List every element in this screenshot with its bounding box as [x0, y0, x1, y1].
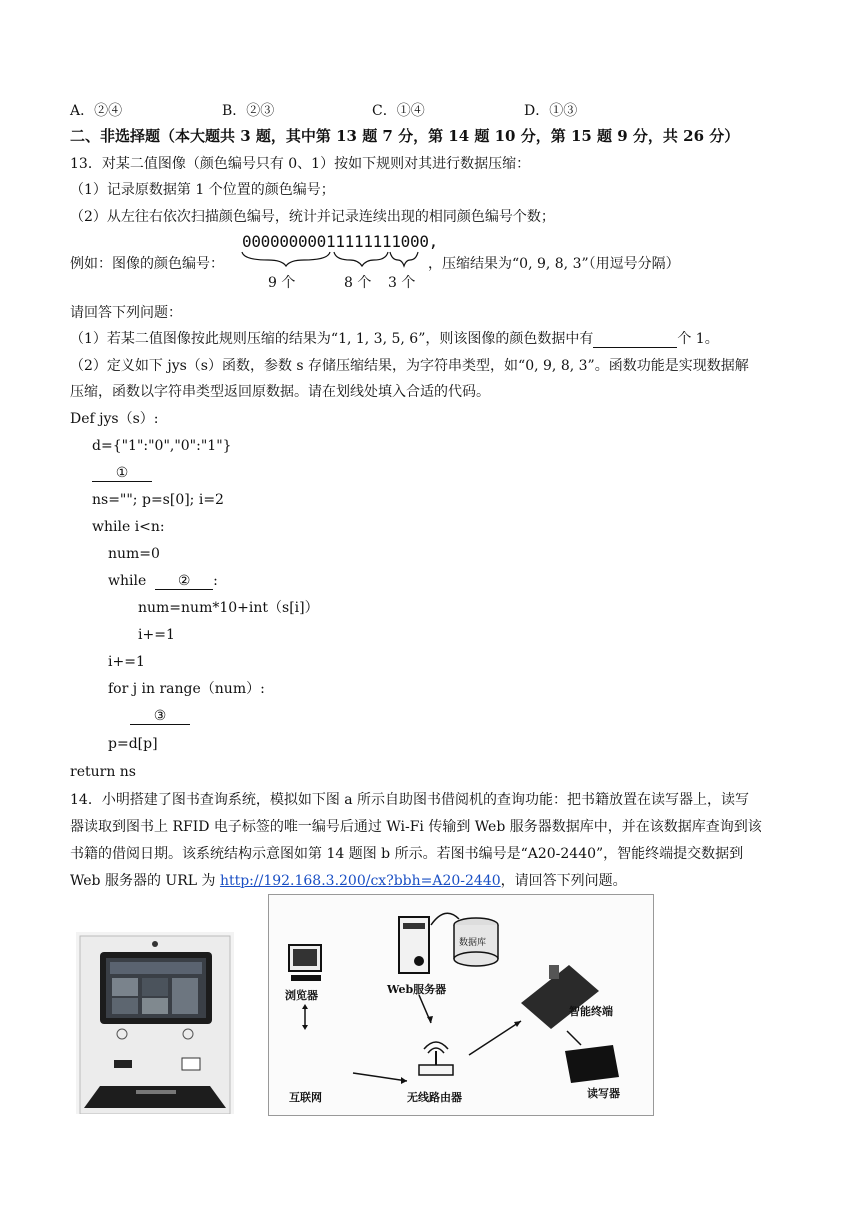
code-blank-1[interactable]: ① [92, 465, 152, 482]
section-title: 二、非选择题（本大题共 3 题，其中第 13 题 7 分，第 14 题 10 分，第 15 题 9 分，共 26 分） [70, 127, 740, 145]
code-line-num: num=0 [108, 546, 160, 562]
diagram-reader-label: 读写器 [587, 1087, 620, 1100]
diagram-router-label: 无线路由器 [407, 1091, 462, 1104]
diagram-terminal-label: 智能终端 [569, 1005, 613, 1018]
code-line-while: while i<n: [92, 519, 165, 535]
q14-url-link[interactable]: http://192.168.3.200/cx?bbh=A20-2440 [219, 873, 501, 889]
code-line-num-update: num=num*10+int（s[i]） [138, 600, 319, 616]
option-c: C．①④ [372, 103, 425, 119]
code-blank-2[interactable]: ② [155, 573, 213, 590]
diagram-database-label: 数据库 [459, 938, 487, 948]
code-line-init: ns=""; p=s[0]; i=2 [92, 492, 224, 508]
example-bits-figure [238, 232, 438, 294]
diagram-browser-label: 浏览器 [285, 989, 318, 1002]
q13-sub1 [70, 329, 719, 349]
brace-label-1: 9 个 [268, 275, 296, 291]
figure-a-kiosk [76, 932, 234, 1114]
code-line-for: for j in range（num）: [108, 681, 265, 697]
brace-label-3: 3 个 [388, 275, 416, 291]
q14-line1: 14．小明搭建了图书查询系统，模拟如下图 a 所示自助图书借阅机的查询功能：把书籍放置在读写器上，读写 [70, 792, 750, 808]
code-blank-1-row [92, 463, 152, 483]
answer-blank[interactable] [593, 331, 677, 348]
figure-b-diagram [268, 894, 654, 1116]
brace-label-2: 8 个 [344, 275, 372, 291]
example-bits: 00000000011111111000, [242, 232, 438, 251]
q13-sub2-line1: （2）定义如下 jys（s）函数，参数 s 存储压缩结果，为字符串类型，如“0, 9, 8, 3”。函数功能是实现数据解 [70, 358, 749, 374]
diagram-internet-label: 互联网 [289, 1091, 322, 1104]
option-a: A．②④ [70, 103, 123, 119]
q14-line2: 器读取到图书上 RFID 电子标签的唯一编号后通过 Wi-Fi 传输到 Web 服务器数据库中，并在该数据库查询到该 [70, 819, 762, 835]
code-line-return: return ns [70, 764, 136, 780]
code-line-flip: p=d[p] [108, 736, 158, 752]
code-line-dict: d={"1":"0","0":"1"} [92, 438, 232, 454]
q13-intro: 13．对某二值图像（颜色编号只有 0、1）按如下规则对其进行数据压缩： [70, 156, 531, 172]
code-colon: : [213, 573, 218, 589]
option-d: D．①③ [524, 103, 578, 119]
q13-rule1: （1）记录原数据第 1 个位置的颜色编号； [70, 182, 335, 198]
q14-line4-post: ，请回答下列问题。 [500, 873, 627, 889]
q14-line3: 书籍的借阅日期。该系统结构示意图如第 14 题图 b 所示。若图书编号是“A20-2440”，智能终端提交数据到 [70, 846, 744, 862]
code-blank-3-row [130, 706, 190, 726]
q13-rule2: （2）从左往右依次扫描颜色编号，统计并记录连续出现的相同颜色编号个数； [70, 209, 555, 225]
q13-sub1-post: 个 1。 [677, 331, 719, 347]
q13-sub1-pre: （1）若某二值图像按此规则压缩的结果为“1, 1, 3, 5, 6”，则该图像的颜色数据中有 [70, 331, 594, 347]
q13-prompt: 请回答下列问题： [70, 305, 182, 321]
q14-line4 [70, 871, 627, 891]
code-line-inc: i+=1 [108, 654, 145, 670]
option-b: B．②③ [222, 103, 275, 119]
code-line-inc-inner: i+=1 [138, 627, 175, 643]
q13-sub2-line2: 压缩，函数以字符串类型返回原数据。请在划线处填入合适的代码。 [70, 384, 490, 400]
q14-line4-pre: Web 服务器的 URL 为 [70, 873, 220, 889]
code-blank-3[interactable]: ③ [130, 708, 190, 725]
code-line-inner-while [108, 571, 218, 591]
code-while-keyword: while [108, 573, 147, 589]
q13-example-label: 例如：图像的颜色编号： [70, 256, 224, 272]
diagram-web-server-label: Web服务器 [387, 983, 447, 996]
code-line-def: Def jys（s）: [70, 411, 159, 427]
q13-example-result: ，压缩结果为“0, 9, 8, 3”（用逗号分隔） [428, 256, 680, 272]
